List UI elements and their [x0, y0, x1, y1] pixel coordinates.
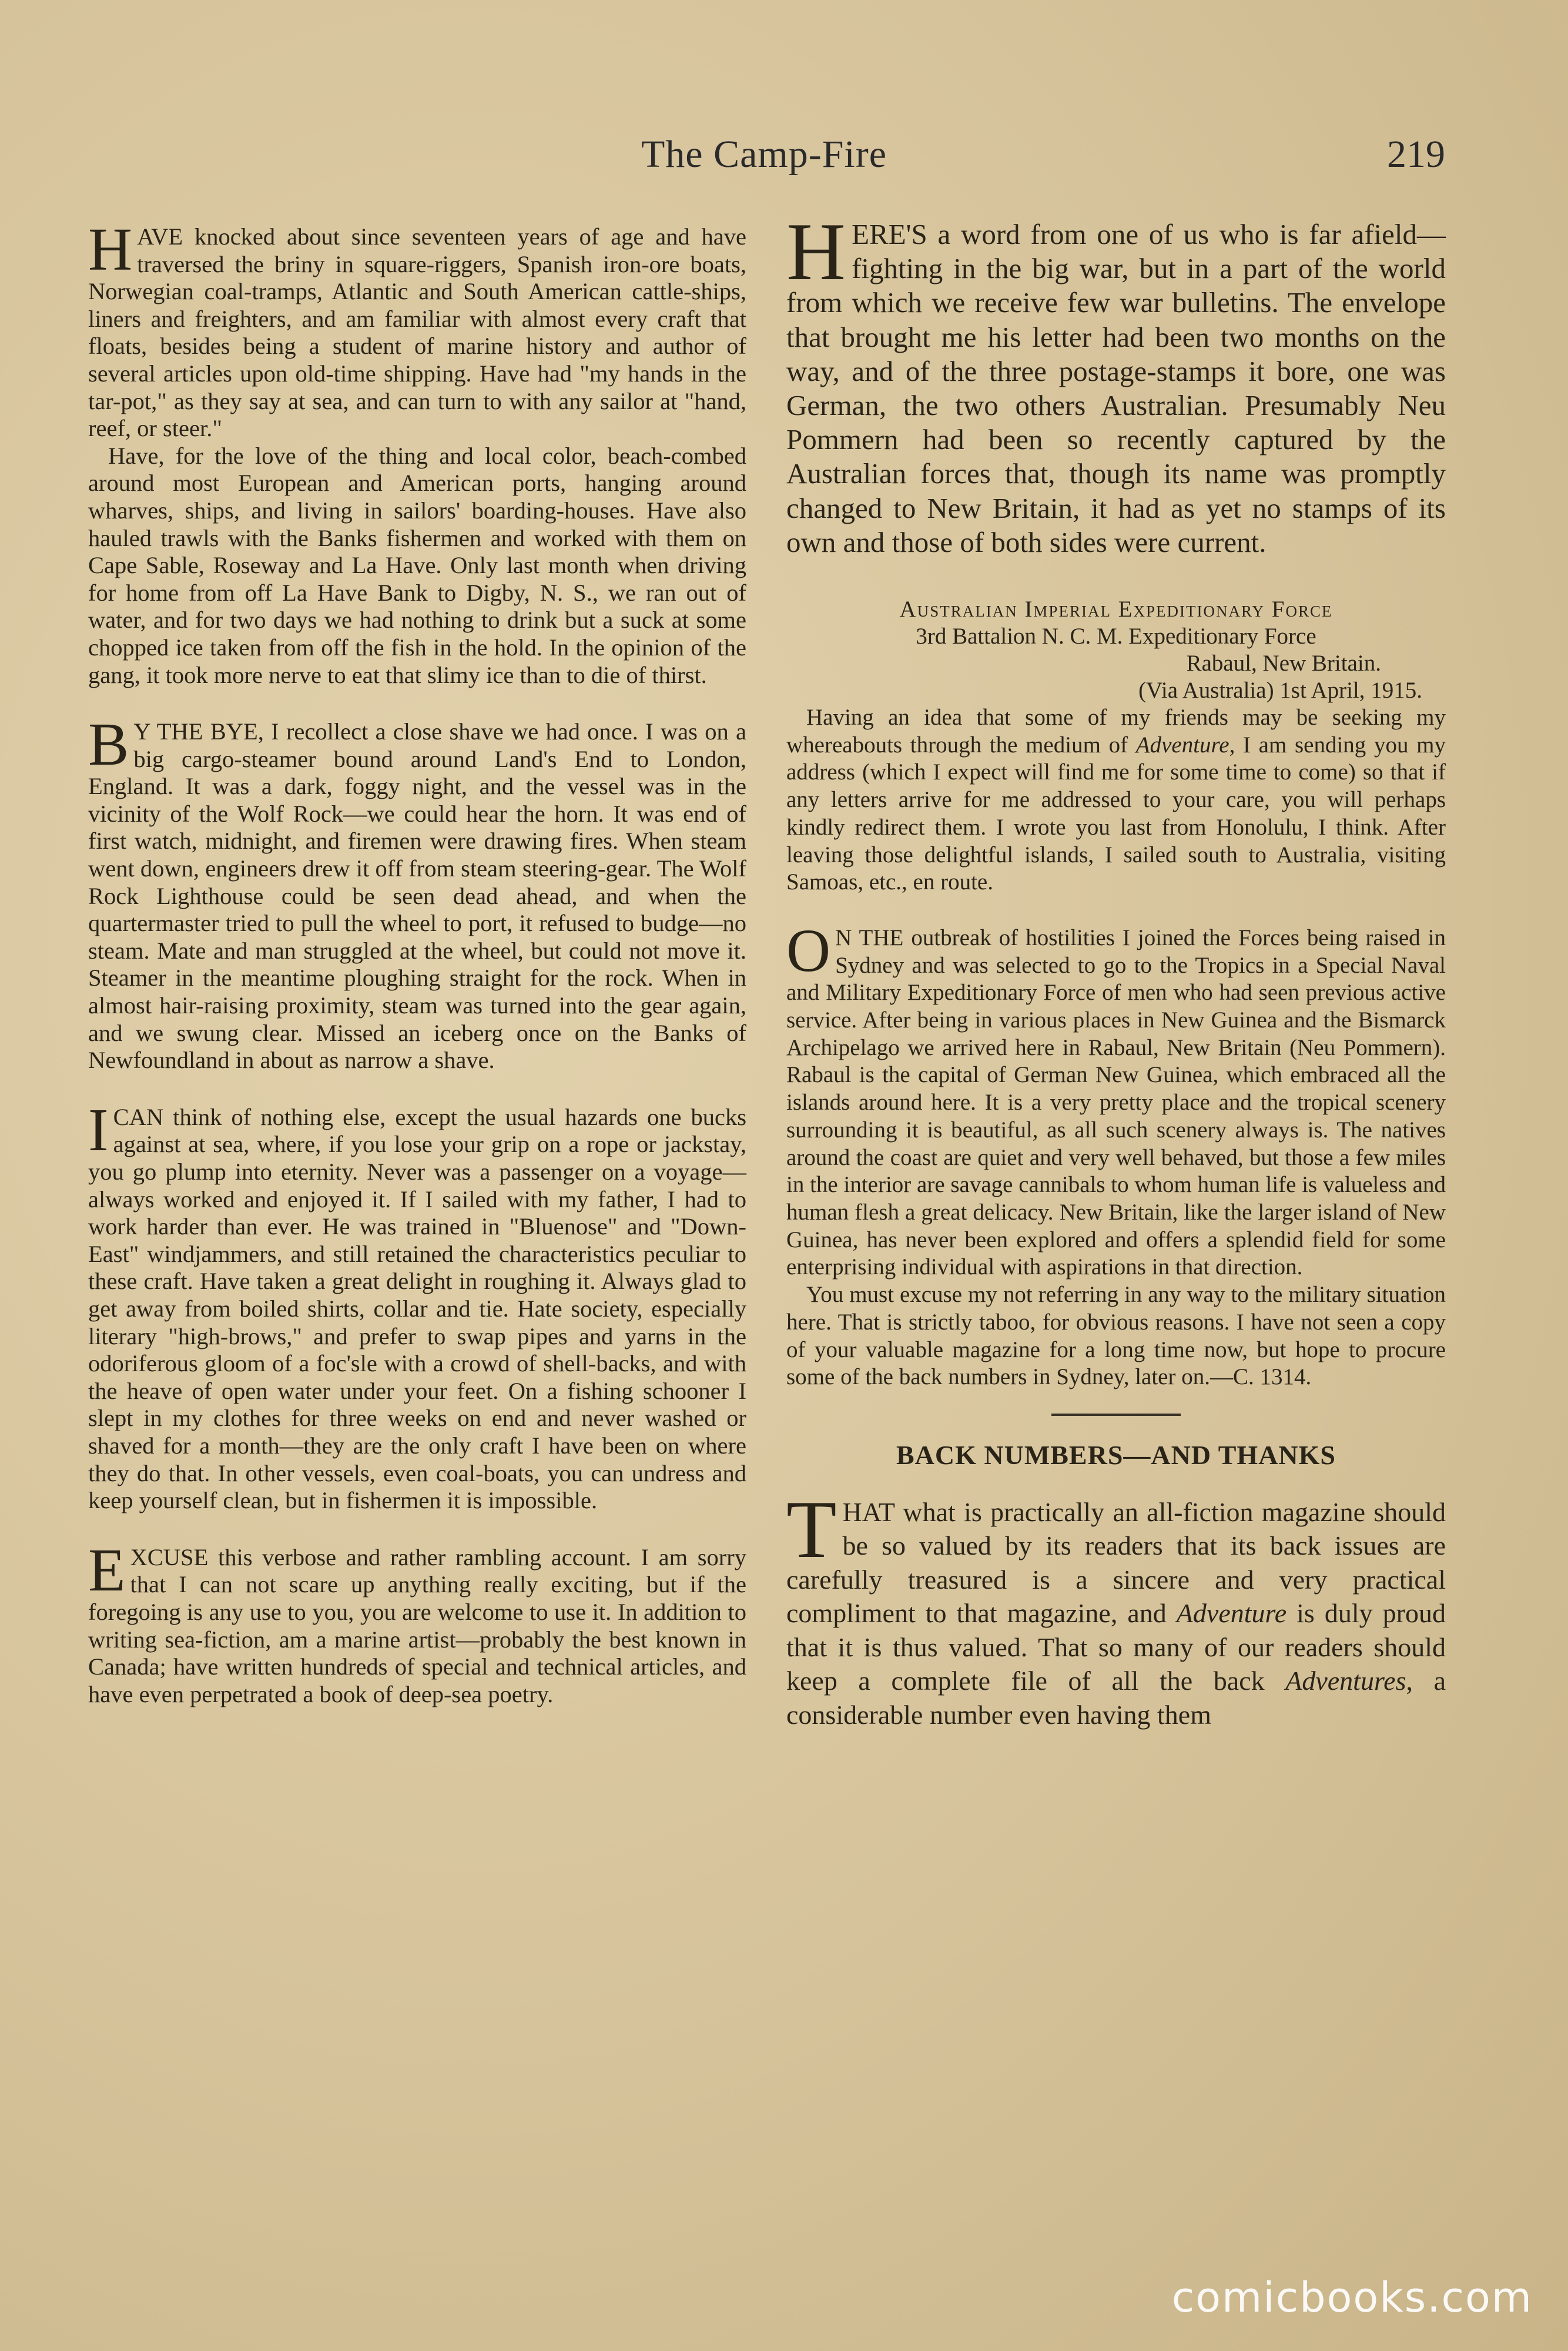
right-column: [786, 206, 1446, 1732]
paragraph: [88, 1096, 746, 1515]
paragraph-text: AVE knocked about since seventeen years of age and have traversed the briny in square-riggers, Spanish iron-ore boats, Norwegian coal-tramps, Atlantic and South American cattle-ships, liners and freighters, and am familiar with almost every craft that floats, besides being a student of marine history and author of several articles upon old-time shipping. Have had "my hands in the tar-pot," as they say at sea, and can turn to with any sailor at "hand, reef, or steer.": [88, 223, 746, 442]
paragraph-text: Y THE BYE, I recollect a close shave we had once. I was on a big cargo-steamer bound around Land's End to London, England. It was a dark, foggy night, and the vessel was in the vicinity of the Wolf Rock—we could hear the horn. It was end of first watch, midnight, and firemen were drawing fires. When steam went down, engineers drew it off from steam steering-gear. The Wolf Rock Lighthouse could be seen dead ahead, and when the quartermaster tried to pull the wheel to port, it refused to budge—no steam. Mate and man struggled at the wheel, but could not move it. Steamer in the meantime ploughing straight for the rock. When in almost hair-raising proximity, steam was turned into the gear again, and we swung clear. Missed an iceberg once on the Banks of Newfoundland in about as narrow a shave.: [88, 718, 746, 1074]
paragraph-text: , a considerable number even having them: [786, 1666, 1446, 1730]
drop-cap: B: [88, 711, 129, 779]
section-divider: [1051, 1414, 1181, 1416]
left-column: [88, 216, 746, 1708]
paragraph-text: CAN think of nothing else, except the usual hazards one bucks against at sea, where, if you lose your grip on a rope or jackstay, you go plump into eternity. Never was a passenger on a voyage—always worked and enjoyed it. If I sailed with my father, I had to work harder than ever. He was trained in "Bluenose" and "Down-East" windjammers, and still retained the characteristics peculiar to these craft. Have taken a great delight in roughing it. Always glad to get away from boiled shirts, collar and tie. Hate society, especially literary "high-brows," and prefer to swap pipes and yarns in the odoriferous gloom of a foc'sle with a crowd of shell-backs, and with the heave of open water under your feet. On a fishing schooner I slept in my clothes for three weeks on end and never washed or shaved for a month—they are the only craft I have been on where they do that. In other vessels, even coal-boats, you can undress and keep yourself clean, but in fishermen it is impossible.: [88, 1103, 746, 1514]
magazine-name: Adventure: [1176, 1598, 1287, 1629]
drop-cap: T: [786, 1483, 837, 1575]
drop-cap: H: [786, 206, 846, 297]
paragraph: [786, 704, 1446, 896]
paragraph: [88, 711, 746, 1074]
page-number: 219: [1387, 133, 1445, 176]
magazine-name: Adventure: [1135, 732, 1229, 758]
letter-heading-line: Australian Imperial Expeditionary Force: [899, 597, 1333, 622]
magazine-name: Adventures: [1285, 1666, 1406, 1696]
watermark: comicbooks.com: [1171, 2273, 1533, 2322]
intro-paragraph: [786, 206, 1446, 560]
paragraph: Have, for the love of the thing and local color, beach-combed around most European and American ports, hanging around wharves, ships, and living in sailors' boarding-houses. Have also hauled trawls with the Banks fishermen and worked with them on Cape Sable, Roseway and La Have. Only last month when driving for home from off La Have Bank to Digby, N. S., we ran out of water, and for two days we had nothing to drink but a suck at some chopped ice taken from off the fish in the hold. In the opinion of the gang, it took more nerve to eat that slimy ice than to die of thirst.: [88, 442, 746, 688]
paragraph-text: HAT what is practically an all-fiction magazine should be so valued by its readers that its back issues are carefully treasured is a sincere and very practical compliment to that magazine, and: [786, 1496, 1446, 1629]
drop-cap: H: [88, 216, 133, 283]
letter-heading-line: 3rd Battalion N. C. M. Expeditionary Force: [916, 624, 1316, 649]
drop-cap: E: [88, 1536, 126, 1604]
paragraph-text: ERE'S a word from one of us who is far afield—fighting in the big war, but in a part of the world from which we receive few war bulletins. The envelope that brought me his letter had been two months on the way, and of the three postage-stamps it bore, one was German, the two others Australian. Presumably Neu Pommern had been so recently captured by the Australian forces that, though its name was promptly changed to New Britain, it had as yet no stamps of its own and those of both sides were current.: [786, 218, 1446, 558]
section-title: BACK NUMBERS—AND THANKS: [896, 1439, 1336, 1470]
paragraph-text: , I am sending you my address (which I expect will find me for some time to come) so that if any letters arrive for me addressed to your care, you will perhaps kindly redirect them. I wrote you last from Honolulu, I think. After leaving those delightful islands, I sailed south to Australia, visiting Samoas, etc., en route.: [786, 732, 1446, 895]
drop-cap: I: [88, 1096, 109, 1164]
paragraph: [786, 1483, 1446, 1732]
letter-heading: [786, 596, 1446, 704]
letter-heading-line: (Via Australia) 1st April, 1915.: [1138, 678, 1422, 704]
paragraph: [88, 1536, 746, 1709]
paragraph-text: N THE outbreak of hostilities I joined the Forces being raised in Sydney and was selected to go to the Tropics in a Special Naval and Military Expeditionary Force of men who had seen previous active service. After being in various places in New Guinea and the Bismarck Archipelago we arrived here in Rabaul, New Britain (Neu Pommern). Rabaul is the capital of German New Guinea, which embraced all the islands around here. It is a very pretty place and the tropical scenery surrounding it is beautiful, as all such scenery always is. The natives around the coast are quiet and very well behaved, but those a few miles in the interior are savage cannibals to whom human life is valueless and human flesh a great delicacy. New Britain, like the larger island of New Guinea, has never been explored and offers a splendid field for some enterprising individual with aspirations in that direction.: [786, 925, 1446, 1280]
paragraph-text: XCUSE this verbose and rather rambling account. I am sorry that I can not scare up anything really exciting, but if the foregoing is any use to you, you are welcome to use it. In addition to writing sea-fiction, am a marine artist—probably the best known in Canada; have written hundreds of special and technical articles, and have even perpetrated a book of deep-sea poetry.: [88, 1543, 746, 1707]
paragraph-text: is duly proud that it is thus valued. That so many of our readers should keep a complete file of all the back: [786, 1598, 1446, 1696]
paragraph: You must excuse my not referring in any way to the military situation here. That is strictly taboo, for obvious reasons. I have not seen a copy of your valuable magazine for a long time now, but hope to procure some of the back numbers in Sydney, later on.—C. 1314.: [786, 1282, 1446, 1390]
drop-cap: O: [786, 916, 831, 984]
running-head: The Camp-Fire: [641, 133, 887, 176]
letter-heading-line: Rabaul, New Britain.: [1186, 651, 1381, 677]
paragraph: [88, 216, 746, 443]
paragraph-text: Having an idea that some of my friends may be seeking my whereabouts through the medium of: [786, 705, 1446, 758]
paragraph: [786, 916, 1446, 1281]
